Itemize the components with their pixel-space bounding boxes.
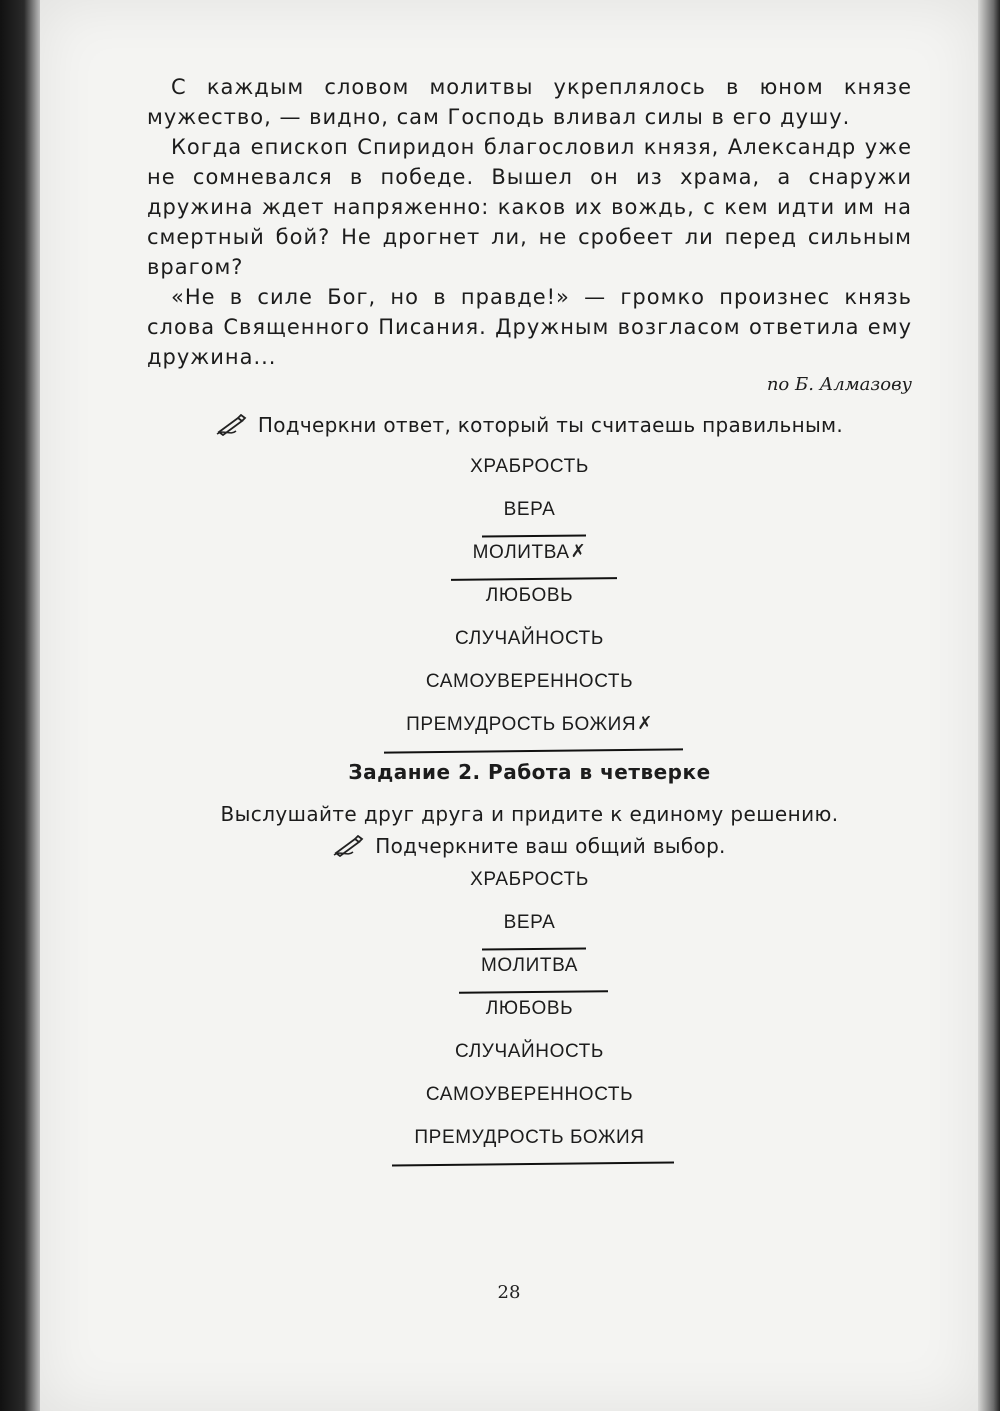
- task2-description: Выслушайте друг друга и придите к единому решению.: [220, 802, 839, 826]
- option-text: СЛУЧАЙНОСТЬ: [455, 1041, 604, 1062]
- pen-writing-icon: [216, 414, 248, 436]
- task2-options: [147, 858, 912, 1159]
- task2-option[interactable]: [147, 1073, 912, 1116]
- option-text: ВЕРА: [503, 499, 556, 520]
- page-number: 28: [497, 1282, 521, 1303]
- task1-option[interactable]: [147, 574, 912, 617]
- task1-instruction: [147, 413, 912, 437]
- paragraph: Когда епископ Спиридон благословил князя, Александр уже не сомневался в победе. Вышел он из храма, а снаружи дружина ждет напряженно: каков их вождь, с кем идти им на смертный бой? Не дрогнет ли, не сробеет ли перед сильным врагом?: [147, 135, 912, 279]
- task1-option[interactable]: [147, 703, 912, 746]
- option-text: МОЛИТВА: [472, 542, 570, 563]
- task2-title: Задание 2. Работа в четверке: [348, 760, 711, 784]
- task1-instruction-text: Подчеркни ответ, который ты считаешь правильным.: [257, 413, 844, 437]
- task2-option[interactable]: [147, 901, 912, 944]
- task2-option-label: [504, 901, 556, 944]
- pen-writing-icon: [333, 835, 365, 857]
- option-text: ВЕРА: [503, 912, 556, 933]
- story-text: [147, 72, 912, 372]
- task1-option-label: [473, 531, 587, 574]
- task1-option-label: [455, 617, 604, 660]
- task1-option-label: [504, 488, 556, 531]
- option-text: ЛЮБОВЬ: [485, 585, 574, 606]
- task1-options: [147, 445, 912, 746]
- task1-option[interactable]: [147, 531, 912, 574]
- task2-option[interactable]: [147, 1030, 912, 1073]
- option-text: ПРЕМУДРОСТЬ БОЖИЯ: [406, 714, 637, 735]
- task2-option-label: [414, 1116, 644, 1159]
- task1-option-label: [406, 703, 653, 746]
- task2-option-label: [470, 858, 589, 901]
- option-text: СЛУЧАЙНОСТЬ: [455, 628, 604, 649]
- scan-right-edge: [978, 0, 1000, 1411]
- option-text: МОЛИТВА: [480, 955, 579, 976]
- task2-option[interactable]: [147, 944, 912, 987]
- task1-option[interactable]: [147, 617, 912, 660]
- page-content: [147, 72, 912, 1159]
- option-text: ХРАБРОСТЬ: [470, 456, 589, 477]
- task2-instruction: [147, 834, 912, 858]
- handwritten-cross-mark: ✗: [637, 713, 653, 734]
- option-text: ПРЕМУДРОСТЬ БОЖИЯ: [414, 1127, 645, 1148]
- task1-option-label: [470, 445, 589, 488]
- paragraph: С каждым словом молитвы укреплялось в юном князе мужество, — видно, сам Господь вливал силы в его душу.: [147, 75, 912, 129]
- book-page: [40, 0, 978, 1411]
- scan-left-edge: [0, 0, 40, 1411]
- task2-instruction-text: Подчеркните ваш общий выбор.: [375, 834, 726, 858]
- task1-option-label: [426, 660, 633, 703]
- task1-option[interactable]: [147, 660, 912, 703]
- task2-option[interactable]: [147, 987, 912, 1030]
- option-text: САМОУВЕРЕННОСТЬ: [425, 671, 634, 692]
- task2-option-label: [486, 987, 573, 1030]
- task2-option[interactable]: [147, 1116, 912, 1159]
- handwritten-cross-mark: ✗: [570, 541, 587, 562]
- option-text: САМОУВЕРЕННОСТЬ: [425, 1084, 634, 1105]
- task2-option-label: [481, 944, 578, 987]
- task2-option-label: [426, 1073, 633, 1116]
- task2-option[interactable]: [147, 858, 912, 901]
- task2-option-label: [455, 1030, 604, 1073]
- task1-option[interactable]: [147, 445, 912, 488]
- author-attribution: по Б. Алмазову: [766, 374, 912, 395]
- task1-option-label: [486, 574, 573, 617]
- option-text: ЛЮБОВЬ: [485, 998, 574, 1019]
- option-text: ХРАБРОСТЬ: [470, 869, 589, 890]
- task1-option[interactable]: [147, 488, 912, 531]
- paragraph: «Не в силе Бог, но в правде!» — громко произнес князь слова Священного Писания. Дружным возгласом ответила ему дружина...: [147, 285, 912, 369]
